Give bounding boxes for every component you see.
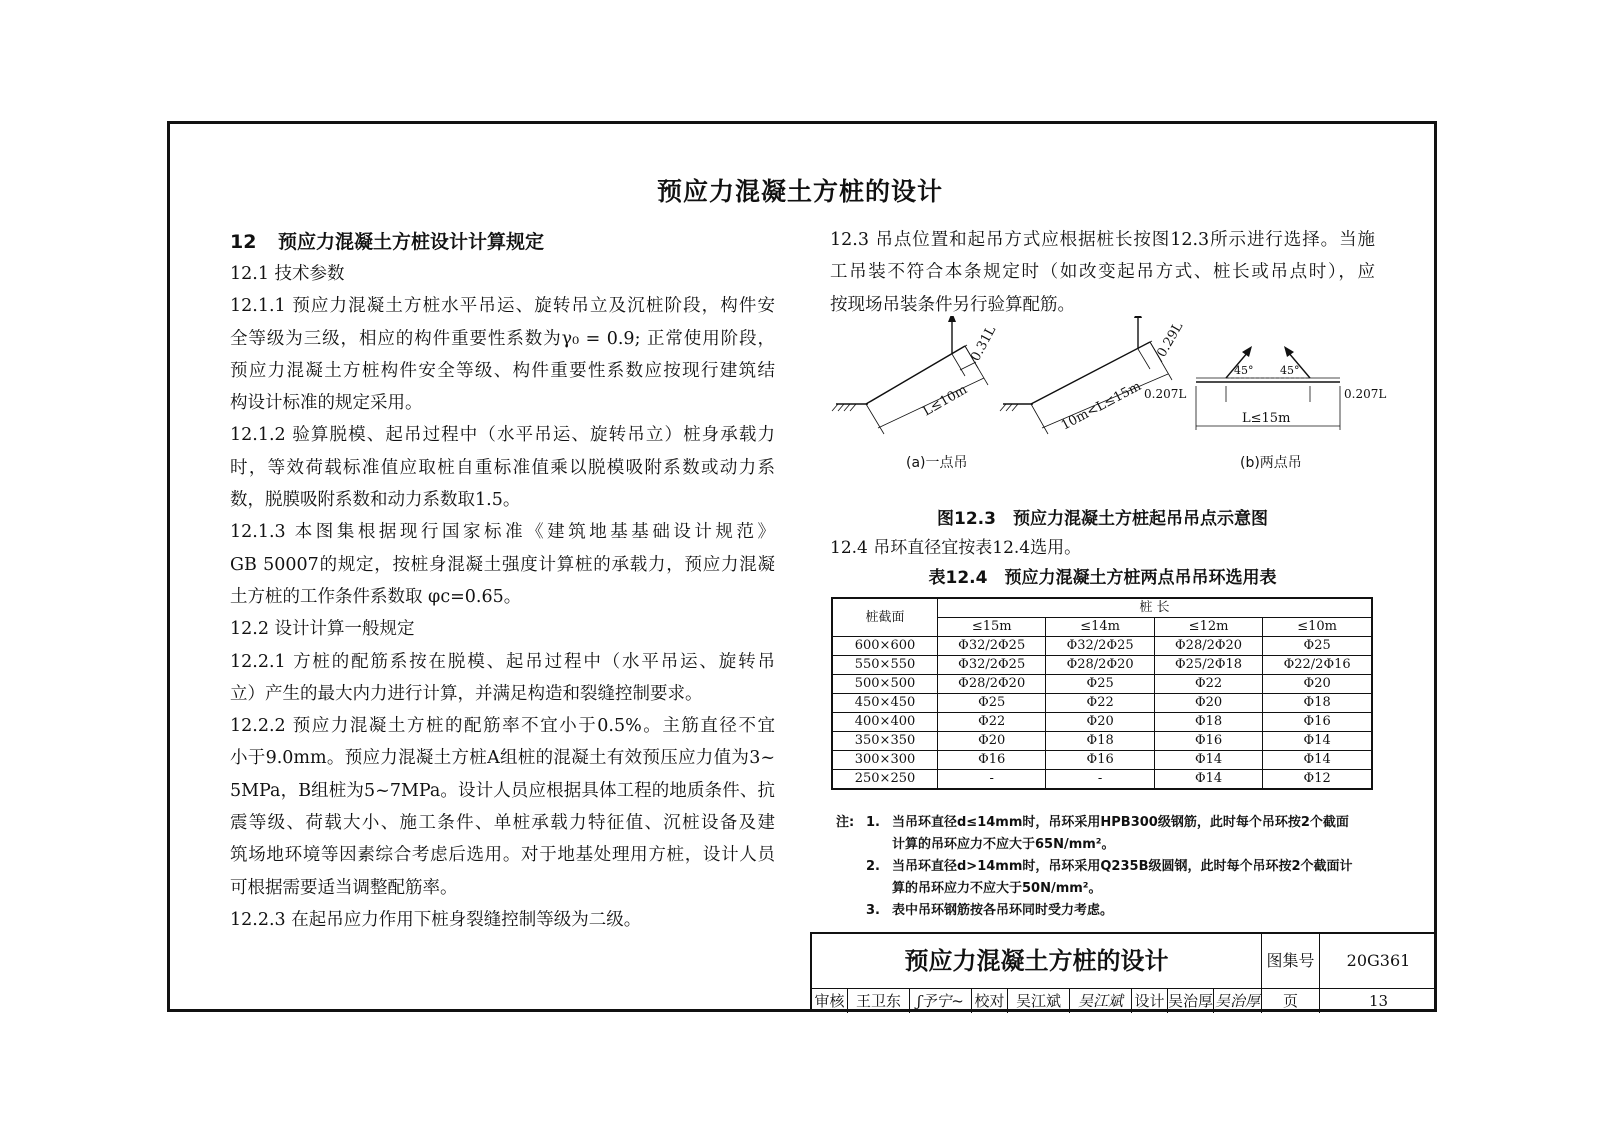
label-two-point: (b)两点吊	[1240, 455, 1302, 471]
note-3	[836, 900, 1381, 922]
text-line: 数，脱膜吸附系数和动力系数取1.5。	[230, 490, 521, 511]
cell: Φ22/2Φ16	[1263, 656, 1372, 675]
cell: Φ22	[1046, 694, 1154, 713]
table-row	[832, 751, 1372, 770]
reviewer-name: 王卫东	[848, 989, 910, 1013]
text-line: 震等级、荷载大小、施工条件、单桩承载力特征值、沉桩设备及建	[230, 813, 775, 834]
table-row	[832, 675, 1372, 694]
label-single-point: (a)一点吊	[906, 455, 968, 471]
label-b-dim: 0.29L	[1154, 319, 1187, 360]
cell: Φ16	[1263, 713, 1372, 732]
cell: Φ14	[1154, 751, 1262, 770]
cell: Φ18	[1046, 732, 1154, 751]
cell: Φ25	[1046, 675, 1154, 694]
text-line: 12.2.3 在起吊应力作用下桩身裂缝控制等级为二级。	[230, 909, 642, 930]
table-header-row	[832, 598, 1372, 618]
label-c-right: 0.207L	[1344, 387, 1387, 401]
cell: Φ28/2Φ20	[1046, 656, 1154, 675]
right-column	[830, 224, 1375, 321]
table-row	[832, 770, 1372, 790]
table-row	[832, 637, 1372, 656]
cell: 350×350	[832, 732, 938, 751]
text-line: 构设计标准的规定采用。	[230, 393, 423, 414]
text-line: 立）产生的最大内力进行计算，并满足构造和裂缝控制要求。	[230, 683, 703, 704]
label-a-length: L≤10m	[920, 382, 970, 420]
cell: Φ16	[1154, 732, 1262, 751]
title-block-title: 预应力混凝土方桩的设计	[812, 934, 1262, 988]
arrow-head-a	[948, 316, 956, 322]
text-line: 土方桩的工作条件系数取 φc=0.65。	[230, 586, 522, 607]
check-label: 校对	[972, 989, 1008, 1013]
text-line: 12.4 吊环直径宜按表12.4选用。	[830, 538, 1082, 558]
lifting-point-figure	[828, 316, 1388, 496]
text-line: 12.3 吊点位置和起吊方式应根据桩长按图12.3所示进行选择。当施	[830, 230, 1375, 250]
section-number: 12	[230, 231, 257, 253]
title-block-row-2	[812, 989, 1437, 1013]
text-line: 全等级为三级，相应的构件重要性系数为γ₀ = 0.9; 正常使用阶段，	[230, 328, 775, 349]
table-row	[832, 732, 1372, 751]
note-text: 当吊环直径d≤14mm时，吊环采用HPB300级钢筋，此时每个吊环按2个截面	[892, 815, 1349, 830]
review-label: 审核	[812, 989, 848, 1013]
atlas-label: 图集号	[1262, 934, 1320, 988]
cell: Φ28/2Φ20	[938, 675, 1046, 694]
cell: Φ14	[1154, 770, 1262, 790]
note-1	[836, 812, 1381, 834]
note-text: 算的吊环应力不应大于50N/mm²。	[892, 881, 1102, 896]
table-row	[832, 694, 1372, 713]
cell: Φ32/2Φ25	[938, 656, 1046, 675]
text-line: 12.1 技术参数	[230, 264, 345, 284]
cell: Φ32/2Φ25	[1046, 637, 1154, 656]
text-line: 12.1.1 预应力混凝土方桩水平吊运、旋转吊立及沉桩阶段，构件安	[230, 296, 775, 317]
text-line: 12.2.1 方桩的配筋系按在脱模、起吊过程中（水平吊运、旋转吊	[230, 651, 775, 672]
text-line: 可根据需要适当调整配筋率。	[230, 877, 458, 898]
note-text: 当吊环直径d>14mm时，吊环采用Q235B级圆钢，此时每个吊环按2个截面计	[892, 859, 1353, 874]
lifting-ring-table	[831, 597, 1373, 790]
text-line: 5MPa，B组桩为5~7MPa。设计人员应根据具体工程的地质条件、抗	[230, 780, 775, 801]
cell: Φ16	[938, 751, 1046, 770]
cell: 400×400	[832, 713, 938, 732]
text-line: 工吊装不符合本条规定时（如改变起吊方式、桩长或吊点时），应	[830, 262, 1375, 283]
text-line: 筑场地环境等因素综合考虑后选用。对于地基处理用方桩，设计人员	[230, 845, 775, 866]
note-2	[836, 856, 1381, 878]
section-title: 预应力混凝土方桩设计计算规定	[278, 231, 545, 253]
header-length: 桩 长	[938, 598, 1373, 618]
cell: Φ14	[1263, 732, 1372, 751]
col-header: ≤14m	[1046, 618, 1154, 637]
text-line: 12.1.2 验算脱模、起吊过程中（水平吊运、旋转吊立）桩身承载力	[230, 425, 775, 446]
header-section: 桩截面	[832, 598, 938, 637]
title-block	[810, 932, 1437, 1012]
cell: Φ28/2Φ20	[1154, 637, 1262, 656]
text-line: 12.1.3 本图集根据现行国家标准《建筑地基基础设计规范》	[230, 522, 775, 543]
note-number: 1.	[866, 815, 880, 830]
text-line: 按现场吊装条件另行验算配筋。	[830, 294, 1075, 315]
cell: -	[1046, 770, 1154, 790]
note-number: 2.	[866, 859, 880, 874]
col-header: ≤15m	[938, 618, 1046, 637]
cell: Φ20	[1046, 713, 1154, 732]
note-text: 计算的吊环应力不应大于65N/mm²。	[892, 837, 1115, 852]
notes-label: 注:	[836, 815, 855, 830]
page-label: 页	[1262, 989, 1320, 1013]
section-heading	[230, 226, 775, 258]
label-b-length: 10m<L≤15m	[1058, 378, 1144, 434]
text-line: 时，等效荷载标准值应取桩自重标准值乘以脱模吸附系数或动力系	[230, 457, 775, 478]
page-title: 预应力混凝土方桩的设计	[656, 177, 943, 206]
table-notes	[836, 812, 1381, 922]
cell: Φ25	[938, 694, 1046, 713]
cell: 550×550	[832, 656, 938, 675]
cell: 450×450	[832, 694, 938, 713]
cell: Φ14	[1263, 751, 1372, 770]
ground-hatch	[832, 404, 856, 411]
text-line: 小于9.0mm。预应力混凝土方桩A组桩的混凝土有效预压应力值为3~	[230, 748, 775, 769]
cell: Φ18	[1263, 694, 1372, 713]
cell: -	[938, 770, 1046, 790]
label-angle-right: 45°	[1280, 364, 1300, 377]
cell: Φ20	[1263, 675, 1372, 694]
table-row	[832, 656, 1372, 675]
cell: Φ20	[938, 732, 1046, 751]
cell: 500×500	[832, 675, 938, 694]
cell: Φ25/2Φ18	[1154, 656, 1262, 675]
cell: 250×250	[832, 770, 938, 790]
lifting-diagram	[828, 316, 1388, 496]
designer-name: 吴治厚	[1168, 989, 1214, 1013]
cell: Φ22	[938, 713, 1046, 732]
cell: Φ12	[1263, 770, 1372, 790]
label-c-left: 0.207L	[1144, 387, 1187, 401]
table-row	[832, 713, 1372, 732]
design-label: 设计	[1132, 989, 1168, 1013]
cell: Φ32/2Φ25	[938, 637, 1046, 656]
cell: Φ22	[1154, 675, 1262, 694]
label-a-dim: 0.31L	[968, 323, 1000, 364]
page-number: 13	[1368, 992, 1389, 1010]
checker-name: 吴江斌	[1008, 989, 1070, 1013]
text-line: GB 50007的规定，按桩身混凝土强度计算桩的承载力，预应力混凝	[230, 554, 775, 575]
cell: 300×300	[832, 751, 938, 770]
cell: Φ16	[1046, 751, 1154, 770]
text-line: 12.2 设计计算一般规定	[230, 619, 415, 640]
table-title: 表12.4 预应力混凝土方桩两点吊吊环选用表	[928, 568, 1277, 588]
cell: Φ20	[1154, 694, 1262, 713]
cell: Φ25	[1263, 637, 1372, 656]
text-line: 12.2.2 预应力混凝土方桩的配筋率不宜小于0.5%。主筋直径不宜	[230, 716, 775, 737]
designer-signature: 吴治厚	[1214, 989, 1262, 1013]
col-header: ≤12m	[1154, 618, 1262, 637]
label-angle-left: 45°	[1234, 364, 1254, 377]
text-line: 预应力混凝土方桩构件安全等级、构件重要性系数应按现行建筑结	[230, 360, 775, 381]
note-text: 表中吊环钢筋按各吊环同时受力考虑。	[892, 903, 1114, 918]
title-block-row-1	[812, 934, 1437, 989]
col-header: ≤10m	[1263, 618, 1372, 637]
note-number: 3.	[866, 903, 880, 918]
atlas-number: 20G361	[1346, 951, 1411, 970]
cell: Φ18	[1154, 713, 1262, 732]
label-c-length: L≤15m	[1242, 411, 1291, 426]
figure-caption: 图12.3 预应力混凝土方桩起吊吊点示意图	[937, 509, 1268, 529]
left-column	[230, 226, 775, 936]
reviewer-signature: ʃ予宁~	[910, 989, 972, 1013]
cell: 600×600	[832, 637, 938, 656]
checker-signature: 吴江斌	[1070, 989, 1132, 1013]
